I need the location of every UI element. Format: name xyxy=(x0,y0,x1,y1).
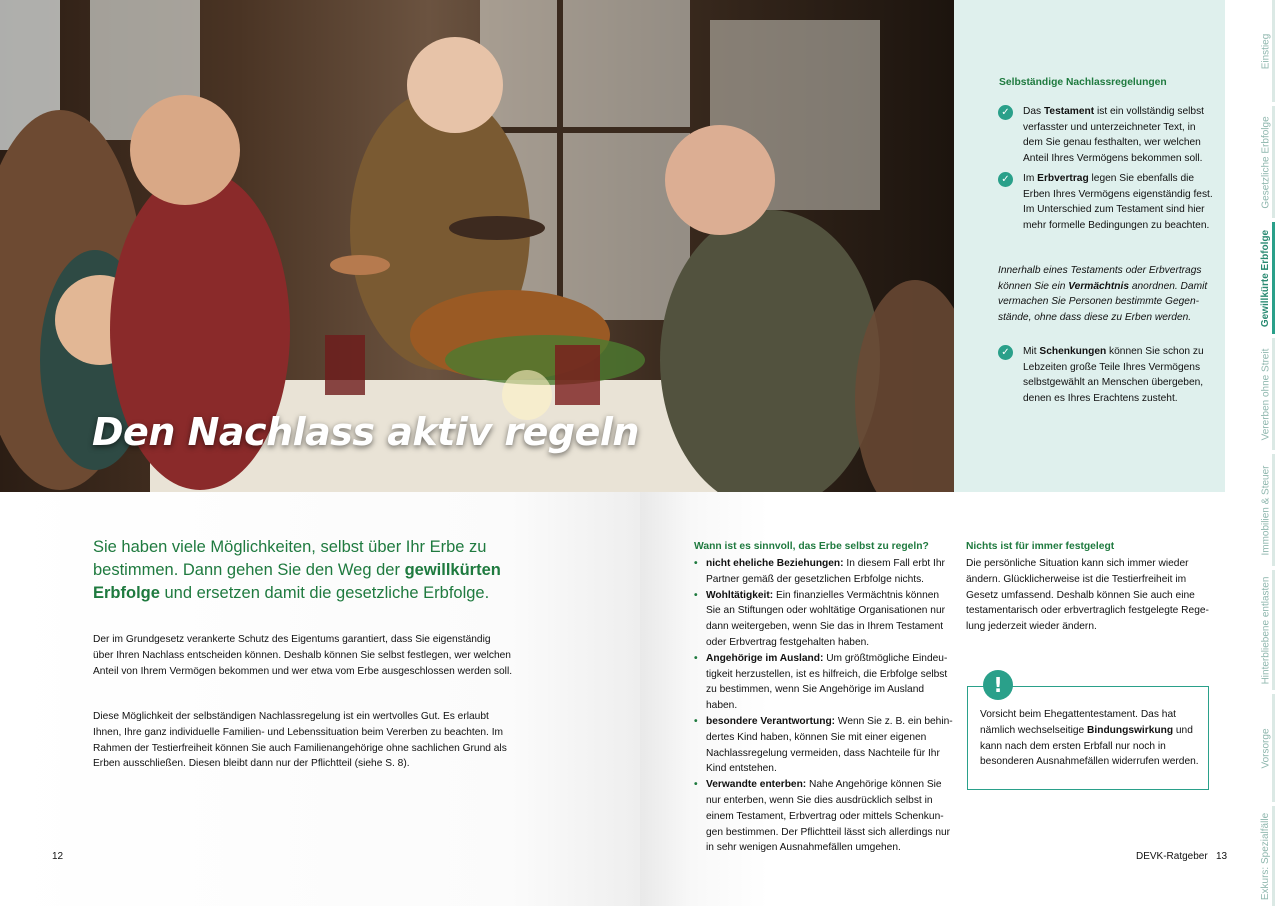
tab-gewillkuerte-erbfolge[interactable]: Gewillkürte Erbfolge xyxy=(1260,229,1272,327)
check-icon: ✓ xyxy=(998,345,1013,360)
list-item: • besondere Verantwortung: Wenn Sie z. B. ein behin-dertes Kind haben, können Sie mit einer eigenen Nachlassregelung vermeiden, dass Nachteile für Ihr Kind entstehen. xyxy=(694,714,956,777)
tab-exkurs-spezialfaelle[interactable]: Exkurs: Spezialfälle xyxy=(1260,812,1272,900)
tab-gesetzliche-erbfolge[interactable]: Gesetzliche Erbfolge xyxy=(1260,115,1272,209)
list-item: • nicht eheliche Beziehungen: In diesem Fall erbt Ihr Partner gemäß der gesetzlichen Erbfolge nichts. xyxy=(694,556,956,588)
family-dinner-photo xyxy=(0,0,954,492)
reasons-list xyxy=(694,556,956,856)
exclamation-icon: ! xyxy=(983,670,1013,700)
check-icon: ✓ xyxy=(998,172,1013,187)
tab-vererben-ohne-streit[interactable]: Vererben ohne Streit xyxy=(1260,348,1272,440)
list-item: • Angehörige im Ausland: Um größtmögliche Eindeu-tigkeit herzustellen, ist es hilfreich, die Erbfolge selbst zu bestimmen, wenn Sie Angehörige im Ausland haben. xyxy=(694,651,956,714)
sidebar-item-erbvertrag xyxy=(998,171,1213,233)
check-icon: ✓ xyxy=(998,105,1013,120)
headline: Den Nachlass aktiv regeln xyxy=(92,410,639,454)
notice-text: Vorsicht beim Ehegattentestament. Das hat nämlich wechselseitige Bindungswirkung und kann nach dem ersten Erbfall nur noch in besonderen Ausnahmefällen widerrufen werden. xyxy=(980,709,1199,768)
sidebar-item-text: Das Testament ist ein vollständig selbst verfasster und unterzeichneter Text, in dem Sie genau festhalten, wer welchen Anteil Ihres Vermögens bekommen soll. xyxy=(1023,106,1205,164)
sidebar-item-schenkungen xyxy=(998,344,1213,406)
body-paragraph-1: Der im Grundgesetz verankerte Schutz des Eigentums garantiert, dass Sie eigenständig über Ihren Nachlass entscheiden können. Deshalb können Sie selbst festlegen, wer welchen Anteil von Ihrem Vermögen bekommen und wer etwa vom Erbe ausgeschlossen werden soll. xyxy=(93,634,513,677)
page-number-right: 13 xyxy=(1216,851,1228,862)
tab-vorsorge[interactable]: Vorsorge xyxy=(1260,727,1272,769)
footer-label: DEVK-Ratgeber xyxy=(1136,851,1208,862)
tab-hinterbliebene-entlasten[interactable]: Hinterbliebene entlasten xyxy=(1260,576,1272,684)
page-number-left: 12 xyxy=(52,851,64,862)
tab-immobilien-steuer[interactable]: Immobilien & Steuer xyxy=(1260,464,1272,556)
sidebar-box xyxy=(954,0,1225,492)
sidebar-item-text: Mit Schenkungen können Sie schon zu Lebzeiten große Teile Ihres Vermögens selbstgewählt an Menschen übergeben, denen es Ihres Erachtens zusteht. xyxy=(1023,346,1204,404)
sidebar-item-text: Im Erbvertrag legen Sie ebenfalls die Erben Ihres Vermögens eigenständig fest. Im Unterschied zum Testament sind hier mehr formelle Bedingungen zu beachten. xyxy=(1023,173,1213,231)
tab-einstieg[interactable]: Einstieg xyxy=(1260,33,1272,69)
list-item: • Wohltätigkeit: Ein finanzielles Vermächtnis können Sie an Stiftungen oder wohltätige Organisationen nur dann weitergeben, wenn Sie das in Ihrem Testament oder Erbvertrag festgehalten haben. xyxy=(694,588,956,651)
body-paragraph-2: Diese Möglichkeit der selbständigen Nachlassregelung ist ein wertvolles Gut. Es erlaubt Ihnen, Ihre ganz individuelle Familien- und Lebenssituation beim Vererben zu beachten. Im Rahmen der Testierfreiheit können Sie auch Familienangehörige ohne sachlichen Grund als Erben ausschließen. Diesen bleibt dann nur der Pflichtteil (siehe S. 8). xyxy=(93,711,507,770)
column-2-title: Nichts ist für immer festgelegt xyxy=(966,541,1115,552)
sidebar-title: Selbständige Nachlassregelungen xyxy=(999,77,1167,88)
column-1-title: Wann ist es sinnvoll, das Erbe selbst zu regeln? xyxy=(694,541,929,552)
sidebar-italic-note: Innerhalb eines Testaments oder Erbvertrags können Sie ein Vermächtnis anordnen. Damit vermachen Sie Personen bestimmte Gegen-stände, ohne dass diese zu Erben werden. xyxy=(998,265,1208,323)
sidebar-item-testament xyxy=(998,104,1213,166)
lead-paragraph: Sie haben viele Möglichkeiten, selbst über Ihr Erbe zu bestimmen. Dann gehen Sie den Weg der gewillkürten Erbfolge und ersetzen damit die gesetzliche Erbfolge. xyxy=(93,538,501,602)
list-item: • Verwandte enterben: Nahe Angehörige können Sie nur enterben, wenn Sie dies ausdrücklich selbst in einem Testament, Erbvertrag oder mittels Schenkun-gen bestimmen. Der Pflichtteil lässt sich allerdings nur in sehr wenigen Ausnahmefällen umgehen. xyxy=(694,777,956,856)
column-2-text: Die persönliche Situation kann sich immer wieder ändern. Glücklicherweise ist die Testierfreiheit im Gesetz umfassend. Deshalb können Sie auch eine testamentarisch oder erbvertraglich festgelegte Rege-lung jederzeit wieder ändern. xyxy=(966,558,1209,633)
